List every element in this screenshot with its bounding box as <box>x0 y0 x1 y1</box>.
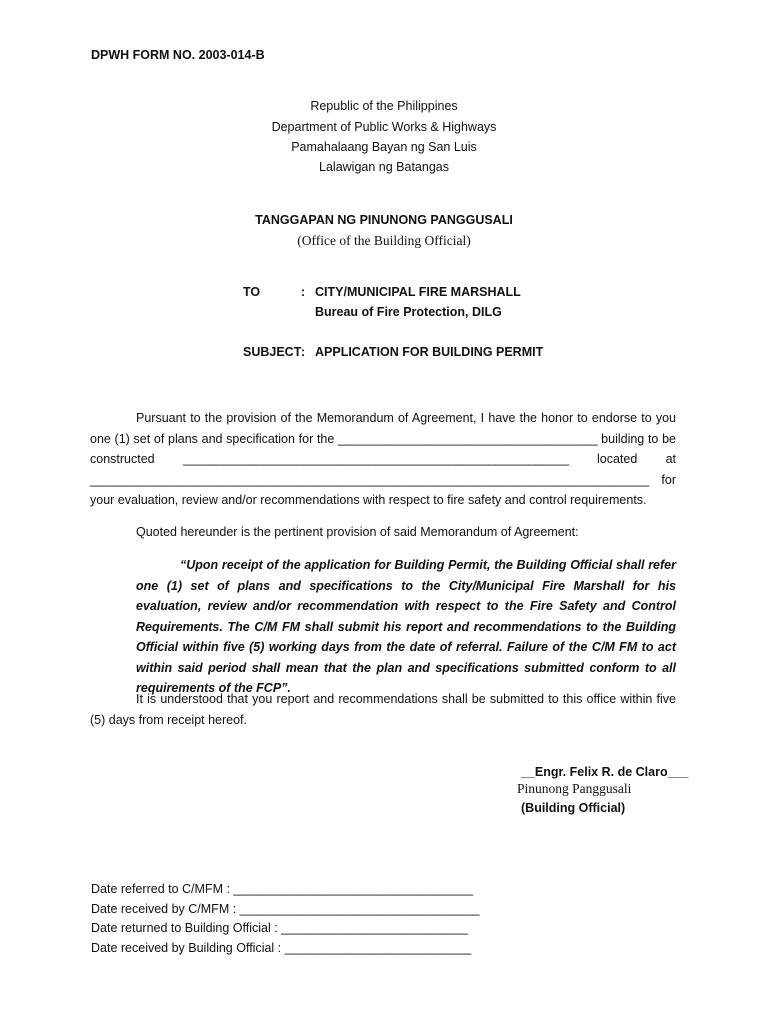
to-recipient: CITY/MUNICIPAL FIRE MARSHALL <box>315 285 521 299</box>
endorsement-paragraph <box>90 408 676 511</box>
signatory-title: Pinunong Panggusali <box>517 781 632 796</box>
date-received-bo-blank[interactable]: ____________________________ <box>284 941 471 955</box>
date-referred-row <box>91 882 473 896</box>
to-label: TO <box>243 285 261 299</box>
signatory-name: __Engr. Felix R. de Claro___ <box>521 765 689 779</box>
date-returned-label: Date returned to Building Official : <box>91 921 282 935</box>
p1-text-d: for your evaluation, review and/or recommendations with respect to fire safety and control requirements. <box>90 472 676 507</box>
date-received-cmfm-blank[interactable]: ____________________________________ <box>239 902 480 916</box>
date-received-bo-row <box>91 941 471 955</box>
p1-text-c: located at <box>568 452 677 466</box>
date-received-cmfm-row <box>91 902 479 916</box>
location-blank[interactable]: ____________________________________________________________________________________ <box>90 472 649 487</box>
reporting-paragraph: It is understood that you report and recommendations shall be submitted to this office within five (5) days from receipt hereof. <box>90 692 676 727</box>
owner-blank[interactable]: __________________________________________________________ <box>182 452 569 466</box>
header-province: Lalawigan ng Batangas <box>319 160 449 174</box>
moa-intro-paragraph: Quoted hereunder is the pertinent provision of said Memorandum of Agreement: <box>136 525 579 539</box>
subject-value: APPLICATION FOR BUILDING PERMIT <box>315 345 544 359</box>
subject-label: SUBJECT <box>243 345 302 359</box>
moa-quote: “Upon receipt of the application for Building Permit, the Building Official shall refer one (1) set of plans and specifications to the City/Municipal Fire Marshall for his evaluation, review and/or recommendation with respect to the Fire Safety and Control Requirements. The C/M FM shall submit his report and recommendations to the Building Official within five (5) working days from the date of referral. Failure of the C/M FM to act within said period shall mean that the plan and specifications submitted conform to all requirements of the FCP”. <box>136 558 676 695</box>
office-title: TANGGAPAN NG PINUNONG PANGGUSALI <box>255 213 513 227</box>
project-name-blank[interactable]: _______________________________________ <box>338 431 598 446</box>
header-municipality: Pamahalaang Bayan ng San Luis <box>291 140 477 154</box>
header-department: Department of Public Works & Highways <box>271 120 497 134</box>
to-agency: Bureau of Fire Protection, DILG <box>315 305 502 319</box>
header-republic: Republic of the Philippines <box>310 99 458 113</box>
date-referred-label: Date referred to C/MFM : <box>91 882 234 896</box>
to-separator: : <box>301 285 306 299</box>
form-number: DPWH FORM NO. 2003-014-B <box>91 48 265 62</box>
date-returned-blank[interactable]: ____________________________ <box>281 921 468 935</box>
date-received-bo-label: Date received by Building Official : <box>91 941 285 955</box>
date-referred-blank[interactable]: ____________________________________ <box>233 882 473 896</box>
office-subtitle: (Office of the Building Official) <box>297 233 471 248</box>
subject-separator: : <box>301 345 306 359</box>
date-returned-row <box>91 921 467 935</box>
date-received-cmfm-label: Date received by C/MFM : <box>91 902 240 916</box>
signatory-subtitle: (Building Official) <box>521 801 626 815</box>
p1-text-a: Pursuant to the provision of the Memorandum of Agreement, I have the honor to endorse to you one (1) set of plans and specification for the <box>90 411 676 446</box>
p1-text-b: building to be constructed <box>90 431 676 466</box>
